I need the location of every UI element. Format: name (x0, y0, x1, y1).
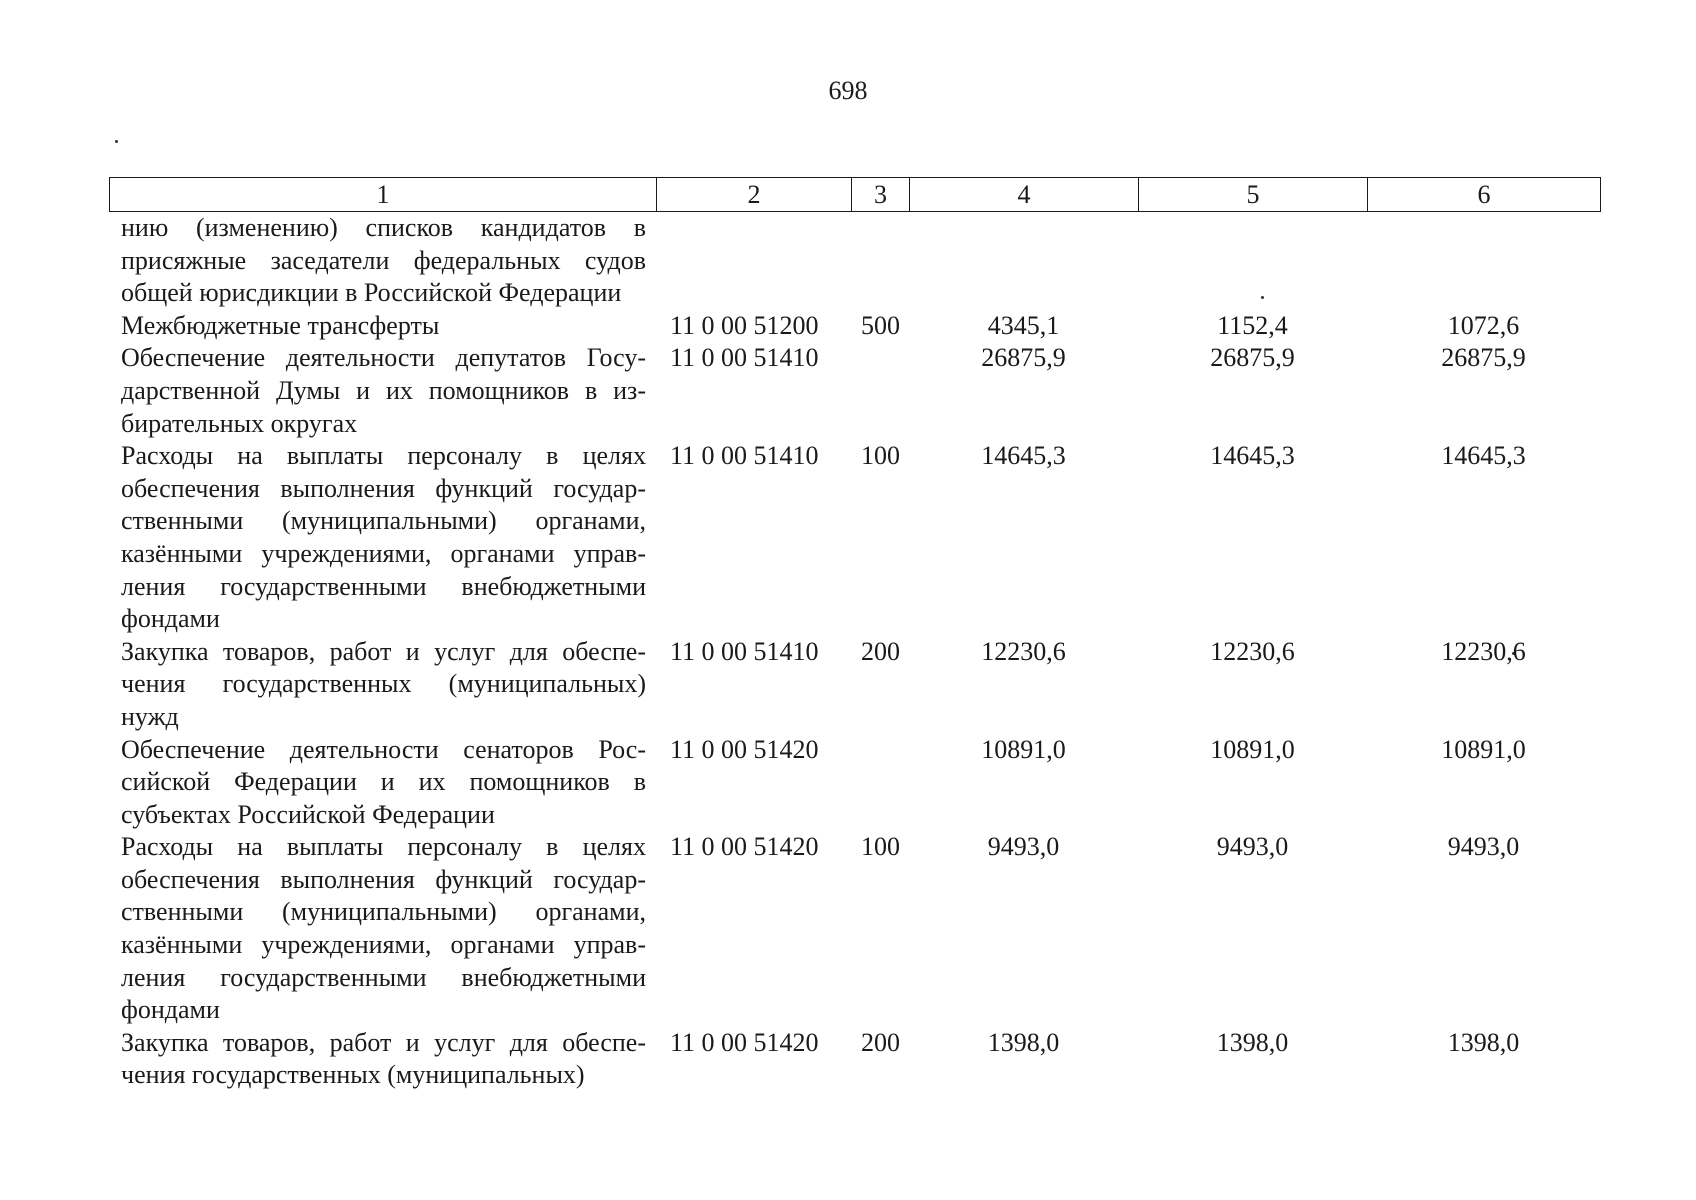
row-code: 11 0 00 51410 (670, 441, 819, 471)
row-code: 11 0 00 51410 (670, 636, 819, 666)
row-name: Обеспечение деятельности сенаторов Российской Федерации и их помощников в субъектах Российской Федерации (121, 734, 646, 829)
row-kind (851, 212, 909, 310)
row-value-6: 9493,0 (1447, 832, 1520, 862)
column-header-1: 1 (110, 178, 657, 212)
page-number: 698 (828, 76, 868, 105)
row-kind: 200 (861, 636, 900, 666)
column-header-2: 2 (657, 178, 852, 212)
table-row (109, 440, 1600, 636)
row-kind (851, 342, 909, 440)
row-value-6: 10891,0 (1441, 734, 1526, 764)
table-row (109, 636, 1600, 734)
row-value-6: 26875,9 (1441, 343, 1526, 373)
row-value-5 (1138, 212, 1367, 310)
row-value-4 (909, 212, 1138, 310)
row-name: Расходы на выплаты персоналу в целях обеспечения выполнения функций государственными (муниципальными) органами, казёнными учреждениями, органами управления государственными внебюджетными фондами (121, 832, 646, 1025)
row-value-6: 1398,0 (1447, 1027, 1520, 1057)
table-row (109, 212, 1600, 310)
scan-speck (115, 140, 118, 143)
column-header-6: 6 (1368, 178, 1601, 212)
row-kind: 200 (861, 1027, 900, 1057)
row-code: 11 0 00 51420 (670, 1027, 819, 1057)
row-name: нию (изменению) списков кандидатов в присяжные заседатели федеральных судов общей юрисдикции в Российской Федерации (121, 213, 646, 308)
column-header-5: 5 (1139, 178, 1368, 212)
row-value-5: 1398,0 (1216, 1027, 1289, 1057)
row-value-4: 10891,0 (981, 734, 1066, 764)
column-header-4: 4 (910, 178, 1139, 212)
row-value-4: 26875,9 (981, 343, 1066, 373)
row-kind: 500 (861, 310, 900, 340)
table-row (109, 831, 1600, 1027)
row-code: 11 0 00 51410 (670, 343, 819, 373)
row-value-5: 1152,4 (1217, 310, 1288, 340)
budget-table (109, 212, 1600, 1092)
row-name: Расходы на выплаты персоналу в целях обеспечения выполнения функций государственными (муниципальными) органами, казёнными учреждениями, органами управления государственными внебюджетными фондами (121, 441, 646, 634)
row-value-6: 1072,6 (1447, 310, 1520, 340)
row-name: Закупка товаров, работ и услуг для обеспечения государственных (муниципальных) нужд (121, 636, 646, 731)
table-row (109, 310, 1600, 343)
row-value-5: 14645,3 (1210, 441, 1295, 471)
table-row (109, 342, 1600, 440)
column-header-3: 3 (852, 178, 910, 212)
row-value-5: 12230,6 (1210, 636, 1295, 666)
row-kind: 100 (861, 441, 900, 471)
row-code: 11 0 00 51420 (670, 832, 819, 862)
row-code: 11 0 00 51200 (670, 310, 819, 340)
row-code: 11 0 00 51420 (670, 734, 819, 764)
row-name: Межбюджетные трансферты (121, 310, 440, 340)
row-name: Обеспечение деятельности депутатов Государственной Думы и их помощников в избирательных округах (121, 343, 646, 438)
row-value-4: 12230,6 (981, 636, 1066, 666)
row-value-4: 9493,0 (987, 832, 1060, 862)
row-value-6 (1367, 212, 1600, 310)
row-value-5: 26875,9 (1210, 343, 1295, 373)
row-name: Закупка товаров, работ и услуг для обеспечения государственных (муниципальных) (121, 1027, 646, 1090)
row-value-5: 9493,0 (1216, 832, 1289, 862)
table-row (109, 1027, 1600, 1092)
row-code (656, 212, 851, 310)
table-header (109, 177, 1601, 212)
row-value-4: 1398,0 (987, 1027, 1060, 1057)
row-value-4: 4345,1 (987, 310, 1060, 340)
row-kind: 100 (861, 832, 900, 862)
table-row (109, 734, 1600, 832)
row-value-5: 10891,0 (1210, 734, 1295, 764)
row-value-4: 14645,3 (981, 441, 1066, 471)
row-kind (851, 734, 909, 832)
row-value-6: 12230,6 (1441, 636, 1526, 666)
row-value-6: 14645,3 (1441, 441, 1526, 471)
